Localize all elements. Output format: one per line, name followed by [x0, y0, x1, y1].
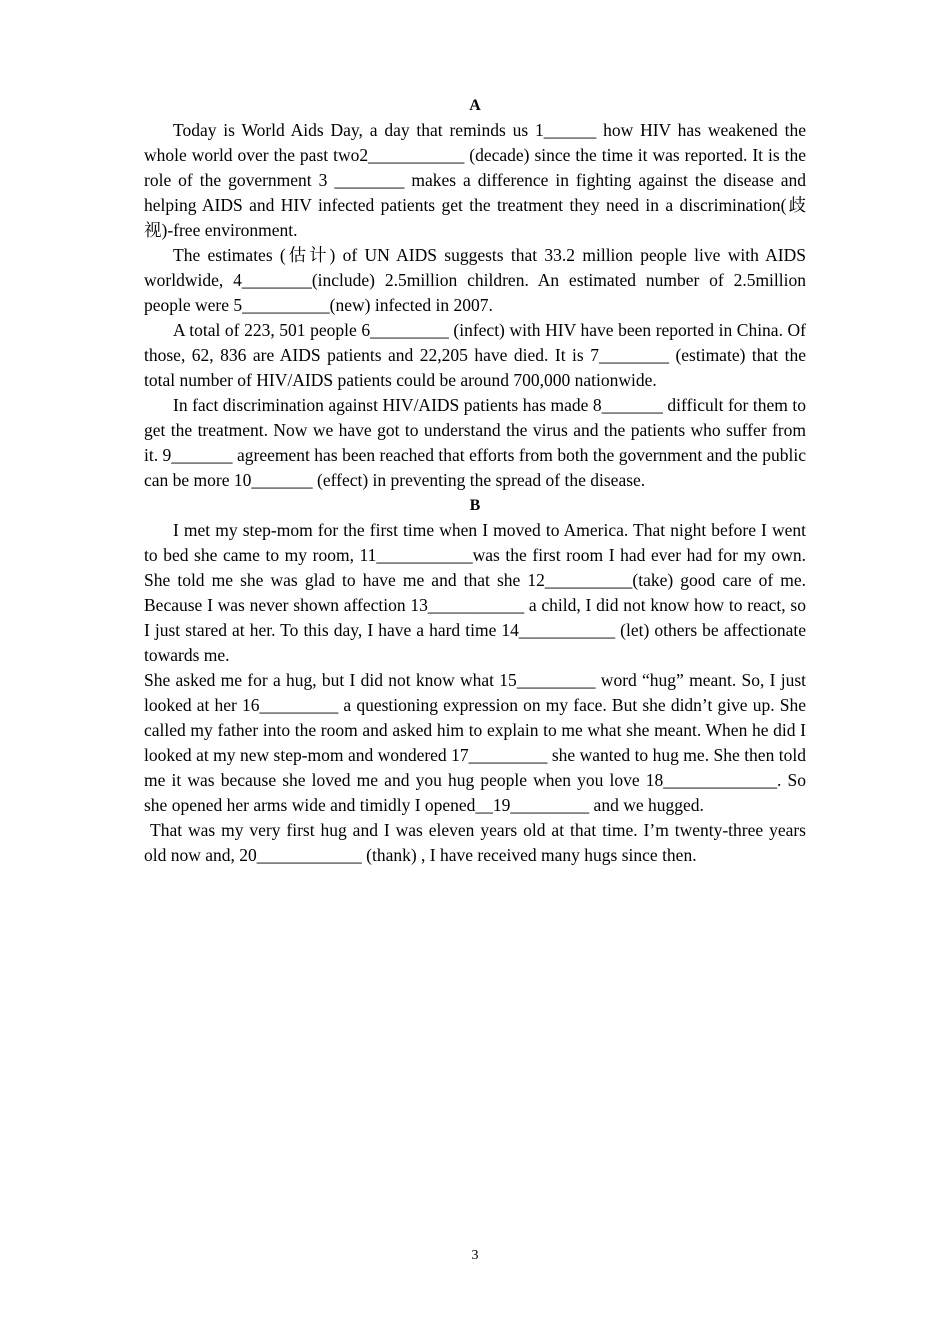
section-a-paragraph-1: Today is World Aids Day, a day that reminds us 1______ how HIV has weakened the whole world over the past two2___________ (decade) since the time it was reported. It is the role of the government 3 ________ makes a difference in fighting against the disease and helping AIDS and HIV infected patients get the treatment they need in a discrimination(歧视)-free environment. [144, 120, 806, 240]
section-b-paragraph-2: She asked me for a hug, but I did not know what 15_________ word “hug” meant. So, I just looked at her 16_________ a questioning expression on my face. But she didn’t give up. She called my father into the room and asked him to explain to me what she meant. When he did I looked at my new step-mom and wondered 17_________ she wanted to hug me. She then told me it was because she loved me and you hug people when you love 18_____________. So she opened her arms wide and timidly I opened__19_________ and we hugged. [144, 670, 806, 815]
section-a-paragraph-3: A total of 223, 501 people 6_________ (infect) with HIV have been reported in China. Of those, 62, 836 are AIDS patients and 22,205 have died. It is 7________ (estimate) that the total number of HIV/AIDS patients could be around 700,000 nationwide. [144, 320, 806, 390]
section-b-title: B [469, 497, 481, 514]
section-a-title: A [469, 97, 481, 114]
section-a-paragraph-4: In fact discrimination against HIV/AIDS patients has made 8_______ difficult for them to get the treatment. Now we have got to understand the virus and the patients who suffer from it. 9_______ agreement has been reached that efforts from both the government and the public can be more 10_______ (effect) in preventing the spread of the disease. [144, 395, 806, 490]
document-body [144, 93, 806, 868]
page-number: 3 [471, 1248, 479, 1263]
section-b-paragraph-3: That was my very first hug and I was eleven years old at that time. I’m twenty-three years old now and, 20____________ (thank) , I have received many hugs since then. [144, 820, 806, 865]
section-b-paragraph-1: I met my step-mom for the first time when I moved to America. That night before I went to bed she came to my room, 11___________was the first room I had ever had for my own. She told me she was glad to have me and that she 12__________(take) good care of me. Because I was never shown affection 13___________ a child, I did not know how to react, so I just stared at her. To this day, I have a hard time 14___________ (let) others be affectionate towards me. [144, 520, 806, 665]
section-a-paragraph-2: The estimates (估计) of UN AIDS suggests that 33.2 million people live with AIDS worldwide, 4________(include) 2.5million children. An estimated number of 2.5million people were 5__________(new) infected in 2007. [144, 245, 806, 315]
